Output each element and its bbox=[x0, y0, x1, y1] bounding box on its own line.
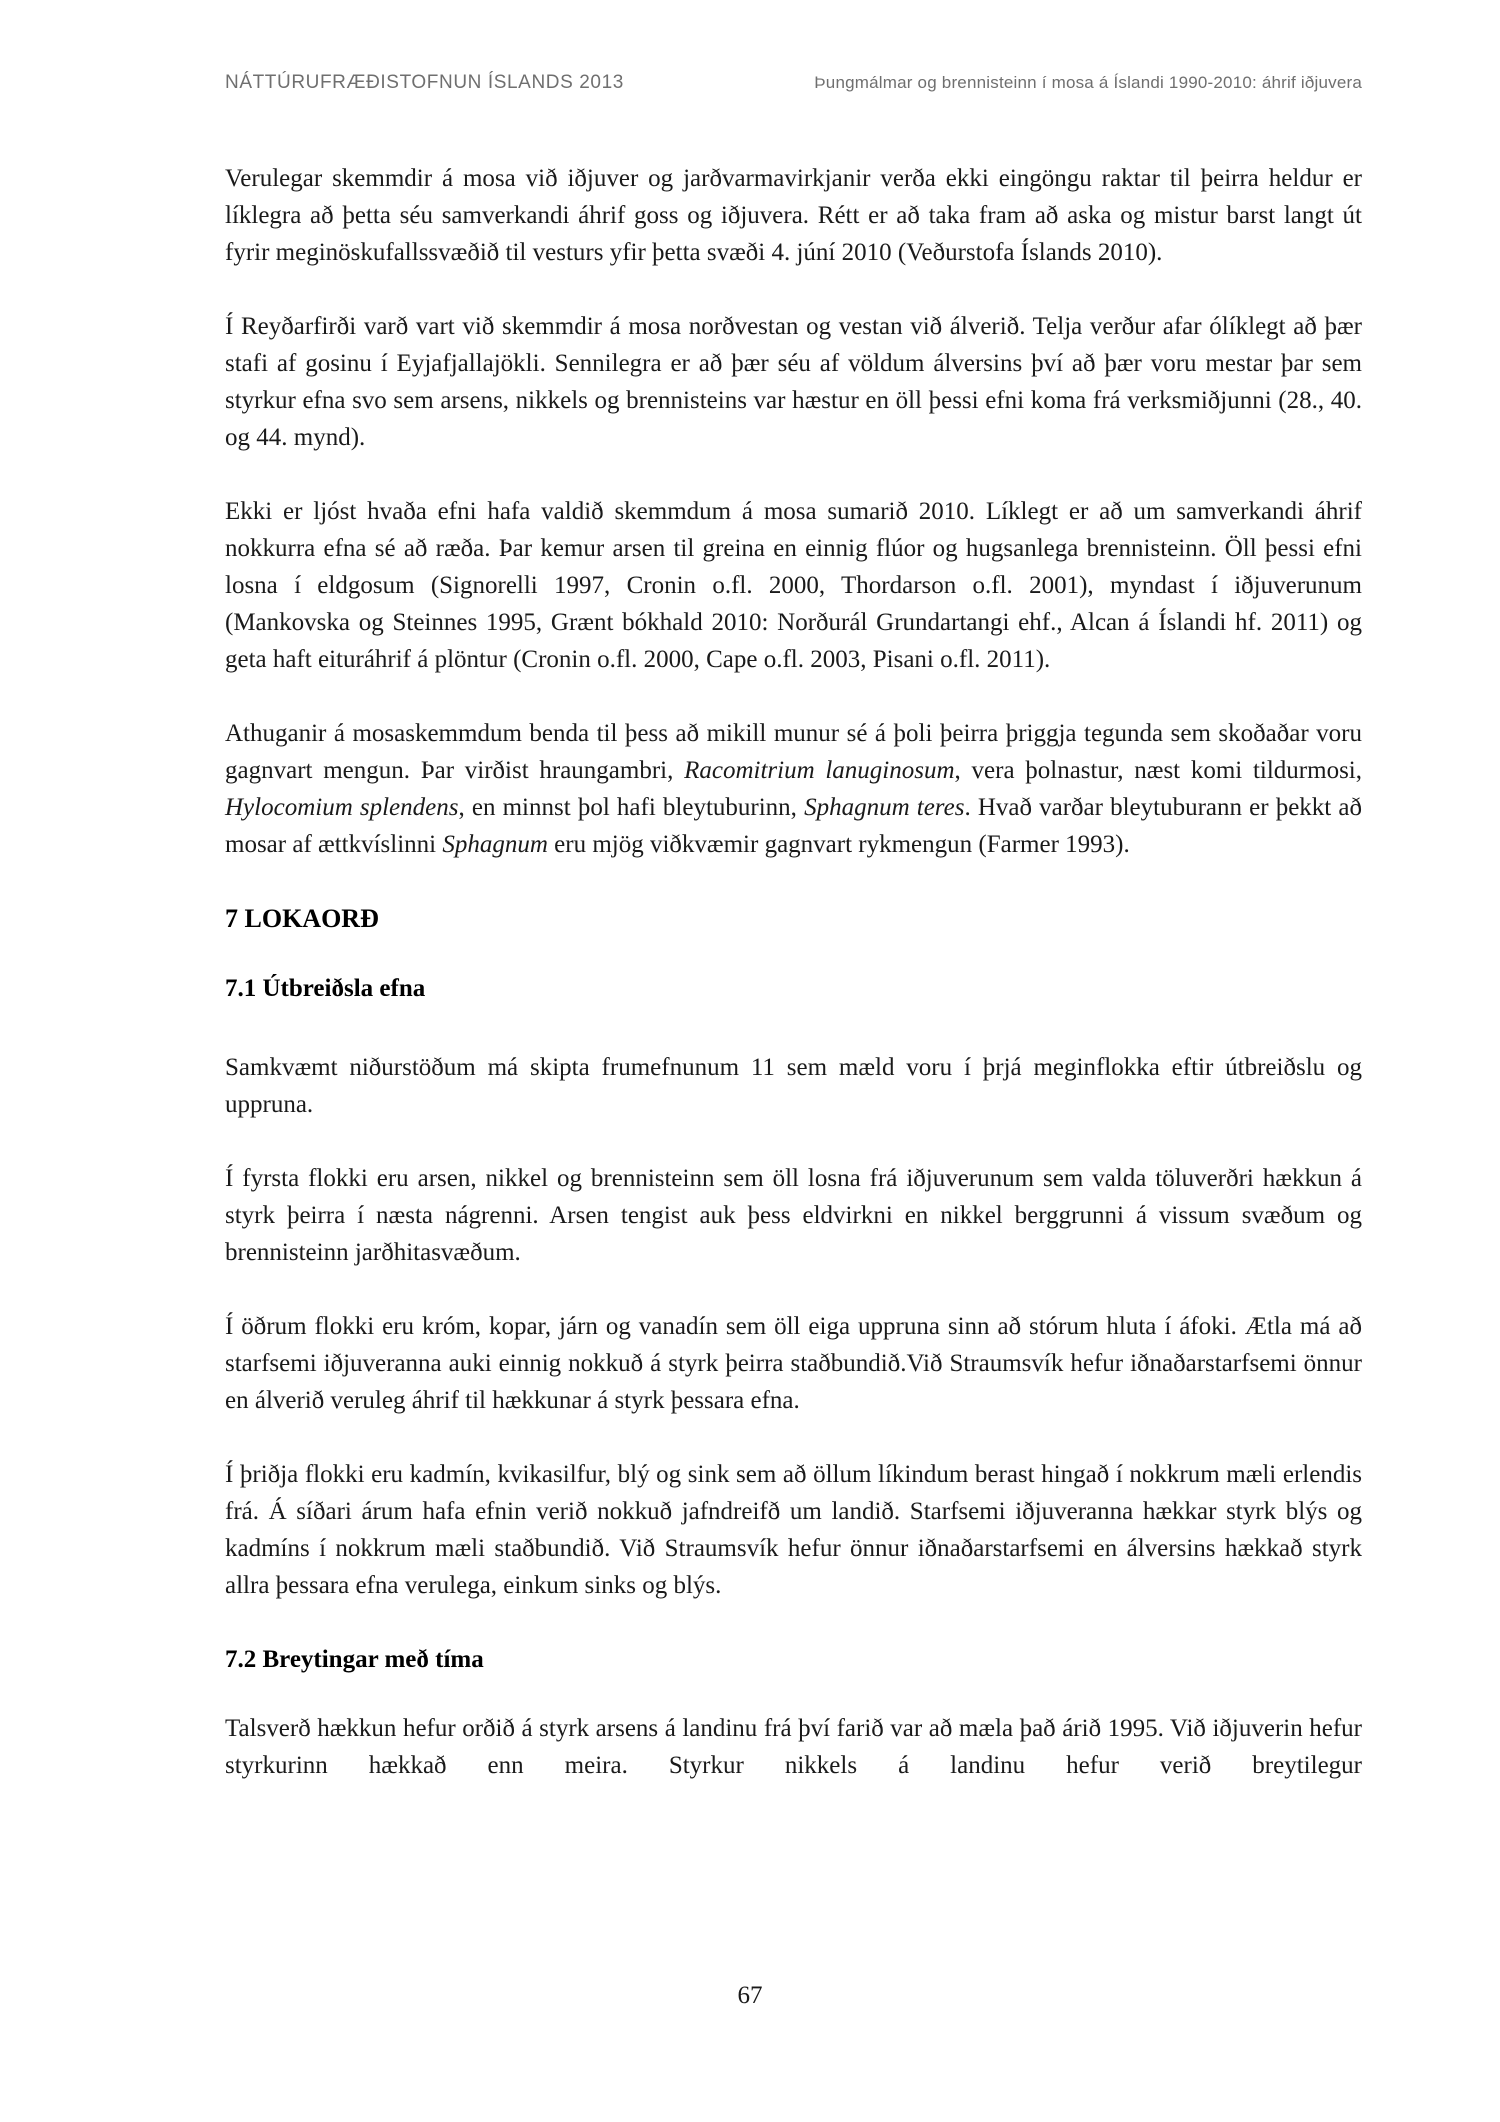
section-heading-lokaord: 7 LOKAORÐ bbox=[225, 904, 379, 933]
genus-name-sphagnum: Sphagnum bbox=[442, 831, 548, 858]
paragraph-unknown-substances: Ekki er ljóst hvaða efni hafa valdið skemmdum á mosa sumarið 2010. Líklegt er að um samverkandi áhrif nokkurra efna sé að ræða. Þar kemur arsen til greina en einnig flúor og hugsanlega brennisteinn. Öll þessi efni losna í eldgosum (Signorelli 1997, Cronin o.fl. 2000, Thordarson o.fl. 2001), myndast í iðjuverunum (Mankovska og Steinnes 1995, Grænt bókhald 2010: Norðurál Grundartangi ehf., Alcan á Íslandi hf. 2011) og geta haft eituráhrif á plöntur (Cronin o.fl. 2000, Cape o.fl. 2003, Pisani o.fl. 2011). bbox=[225, 498, 1362, 673]
paragraph-first-group: Í fyrsta flokki eru arsen, nikkel og brennisteinn sem öll losna frá iðjuverunum sem valda töluverðri hækkun á styrk þeirra í næsta nágrenni. Arsen tengist auk þess eldvirkni en nikkel berggrunni á vissum svæðum og brennisteinn jarðhitasvæðum. bbox=[225, 1165, 1362, 1266]
header-report-title: Þungmálmar og brennisteinn í mosa á Íslandi 1990-2010: áhrif iðjuvera bbox=[814, 73, 1362, 92]
page-header bbox=[225, 72, 1362, 94]
subsection-heading-breytingar-med-tima: 7.2 Breytingar með tíma bbox=[225, 1646, 484, 1673]
text-segment: eru mjög viðkvæmir gagnvart rykmengun (Farmer 1993). bbox=[547, 831, 1130, 858]
paragraph-moss-species-tolerance bbox=[225, 715, 1362, 863]
document-body bbox=[225, 160, 1362, 1784]
paragraph-arsenic-trend: Talsverð hækkun hefur orðið á styrk arsens á landinu frá því farið var að mæla það árið 1995. Við iðjuverin hefur styrkurinn hækkað enn meira. Styrkur nikkels á landinu hefur verið breytilegur bbox=[225, 1715, 1362, 1779]
species-name-hylocomium: Hylocomium splendens bbox=[225, 794, 459, 821]
text-segment: . Hvað varðar bleytuburann er þekkt að mosar af ættkvíslinni bbox=[225, 794, 1362, 858]
paragraph-second-group: Í öðrum flokki eru króm, kopar, járn og vanadín sem öll eiga uppruna sinn að stórum hluta í áfoki. Ætla má að starfsemi iðjuveranna auki einnig nokkuð á styrk þeirra staðbundið.Við Straumsvík hefur iðnaðarstarfsemi önnur en álverið veruleg áhrif til hækkunar á styrk þessara efna. bbox=[225, 1313, 1362, 1414]
paragraph-third-group: Í þriðja flokki eru kadmín, kvikasilfur, blý og sink sem að öllum líkindum berast hingað í nokkrum mæli erlendis frá. Á síðari árum hafa efnin verið nokkuð jafndreifð um landið. Starfsemi iðjuveranna hækkar styrk blýs og kadmíns í nokkrum mæli staðbundið. Við Straumsvík hefur önnur iðnaðarstarfsemi en álversins hækkað styrk allra þessara efna verulega, einkum sinks og blýs. bbox=[225, 1461, 1362, 1599]
text-segment: , vera þolnastur, næst komi tildurmosi, bbox=[954, 757, 1363, 784]
text-segment: Athuganir á mosaskemmdum benda til þess að mikill munur sé á þoli þeirra þriggja tegunda sem skoðaðar voru gagnvart mengun. Þar virðist hraungambri, bbox=[225, 720, 1362, 784]
species-name-sphagnum-teres: Sphagnum teres bbox=[804, 794, 965, 821]
paragraph-element-groups-intro: Samkvæmt niðurstöðum má skipta frumefnunum 11 sem mæld voru í þrjá meginflokka eftir útbreiðslu og uppruna. bbox=[225, 1054, 1362, 1118]
page-footer bbox=[0, 1982, 1500, 2010]
page-number: 67 bbox=[737, 1982, 763, 2009]
paragraph-damage-causes: Verulegar skemmdir á mosa við iðjuver og jarðvarmavirkjanir verða ekki eingöngu raktar til þeirra heldur er líklegra að þetta séu samverkandi áhrif goss og iðjuvera. Rétt er að taka fram að aska og mistur barst langt út fyrir meginöskufallssvæðið til vesturs yfir þetta svæði 4. júní 2010 (Veðurstofa Íslands 2010). bbox=[225, 165, 1362, 266]
paragraph-reydarfjordur: Í Reyðarfirði varð vart við skemmdir á mosa norðvestan og vestan við álverið. Telja verður afar ólíklegt að þær stafi af gosinu í Eyjafjallajökli. Sennilegra er að þær séu af völdum álversins því að þær voru mestar þar sem styrkur efna svo sem arsens, nikkels og brennisteins var hæstur en öll þessi efni koma frá verksmiðjunni (28., 40. og 44. mynd). bbox=[225, 313, 1362, 451]
subsection-heading-utbreidsla-efna: 7.1 Útbreiðsla efna bbox=[225, 975, 426, 1002]
header-institution: NÁTTÚRUFRÆÐISTOFNUN ÍSLANDS 2013 bbox=[225, 72, 624, 93]
species-name-racomitrium: Racomitrium lanuginosum bbox=[684, 757, 955, 784]
text-segment: , en minnst þol hafi bleytuburinn, bbox=[458, 794, 805, 821]
